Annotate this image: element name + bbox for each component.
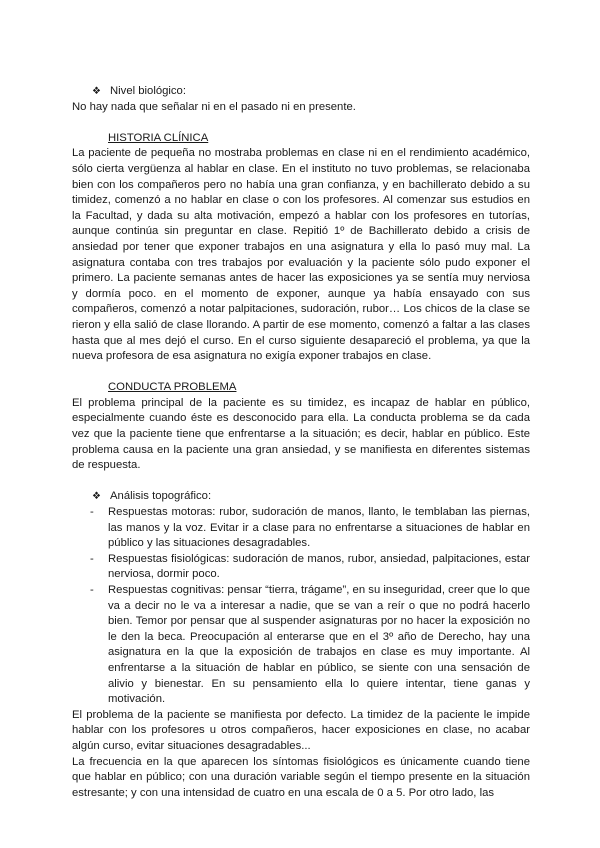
list-item [72, 552, 530, 583]
list-item [72, 583, 530, 708]
diamond-bullet-icon: ❖ [92, 86, 101, 97]
historia-text: La paciente de pequeña no mostraba problemas en clase ni en el rendimiento académico, sólo cierta vergüenza al hablar en clase. En el instituto no tuvo problemas, se relacionaba bien con los compañeros pero no había una gran confianza, y en bachillerato debido a su timidez, comenzó a no hablar en clase o con los profesores. Al comenzar sus estudios en la Facultad, y dada su alta motivación, empezó a hablar con los profesores en tutorías, aunque continúa sin preguntar en clase. Repitió 1º de Bachillerato debido a crisis de ansiedad por tener que exponer trabajos en una asignatura y ella lo pasó muy mal. La asignatura contaba con tres trabajos por evaluación y la paciente sólo pudo exponer el primero. La paciente semanas antes de hacer las exposiciones ya se sentía muy nerviosa y dormía poco. en el momento de exponer, aunque ya había ensayado con sus compañeros, comenzó a notar palpitaciones, sudoración, rubor… Los chicos de la clase se rieron y ella salió de clase llorando. A partir de ese momento, comenzó a faltar a las clases hasta que al mes dejó el curso. En el curso siguiente desapareció el problema, ya que la nueva profesora de esa asignatura no exigía exponer trabajos en clase. [72, 147, 530, 363]
bio-title: Nivel biológico: [110, 85, 186, 97]
response-list [72, 505, 530, 708]
historia-heading: HISTORIA CLÍNICA [108, 131, 209, 144]
conducta-heading: CONDUCTA PROBLEMA [108, 381, 237, 394]
list-item-text: Respuestas cognitivas: pensar “tierra, trágame”, en su inseguridad, creer que lo que va a decir no le va a interesar a nadie, que se van a reír o que no podrá hacerlo bien. Temor por pensar que al suspender asignaturas por no hacer la exposición no le den la beca. Preocupación al enterarse que en el 3º año de Derecho, hay una asignatura en la que la exposición de trabajos en clase es muy importante. Al enfrentarse a la situación de hablar en público, se siente con una sensación de alivio y bienestar. En su pensamiento ella lo quiere intentar, tiene ganas y motivación. [108, 584, 530, 706]
list-item [72, 505, 530, 552]
document-page [72, 84, 530, 801]
dash-bullet: - [90, 506, 94, 519]
bio-bullet-line [72, 84, 530, 100]
frecuencia-text: La frecuencia en la que aparecen los síntomas fisiológicos es únicamente cuando tiene que hablar en público; con una duración variable según el tiempo presente en la situación estresante; y con una intensidad de cuatro en una escala de 0 a 5. Por otro lado, las [72, 755, 530, 799]
analisis-bullet-line [72, 489, 530, 505]
bio-text: No hay nada que señalar ni en el pasado ni en presente. [72, 100, 356, 113]
list-item-text: Respuestas fisiológicas: sudoración de manos, rubor, ansiedad, palpitaciones, estar nerviosa, dormir poco. [108, 552, 530, 581]
list-item-text: Respuestas motoras: rubor, sudoración de manos, llanto, le temblaban las piernas, las manos y la voz. Evitar ir a clase para no enfrentarse a situaciones de hablar en público y las situaciones desagradables. [108, 506, 530, 550]
diamond-bullet-icon: ❖ [92, 491, 101, 503]
dash-bullet: - [90, 584, 94, 596]
conducta-text: El problema principal de la paciente es su timidez, es incapaz de hablar en público, especialmente cuando éste es desconocido para ella. La conducta problema se da cada vez que la paciente tiene que enfrentarse a la situación; es decir, hablar en público. Este problema causa en la paciente una gran ansiedad, y se manifiesta en diferentes sistemas de respuesta. [72, 396, 530, 472]
defecto-text: El problema de la paciente se manifiesta por defecto. La timidez de la paciente le impide hablar con los profesores u otros compañeros, hacer exposiciones en clase, no acabar algún curso, evitar situaciones desagradables... [72, 708, 530, 752]
dash-bullet: - [90, 552, 94, 565]
analisis-title: Análisis topográfico: [110, 490, 212, 503]
